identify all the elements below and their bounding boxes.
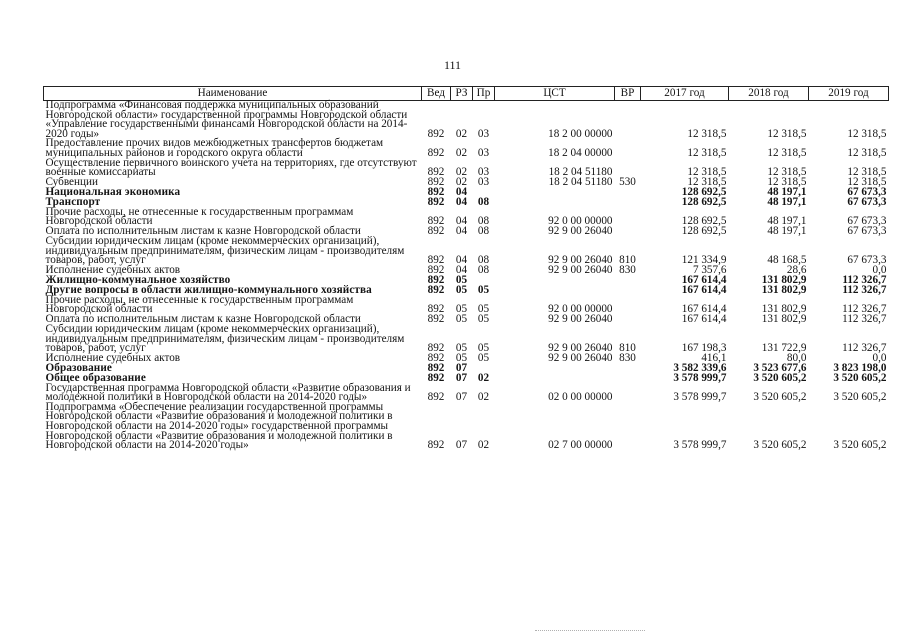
table-row (44, 159, 889, 178)
table-row (44, 139, 889, 158)
cell-ved: 892 (427, 342, 445, 355)
cell-2019: 3 520 605,2 (833, 439, 887, 452)
cell-ved: 892 (427, 439, 445, 452)
cell-cst: 92 0 00 00000 (548, 303, 613, 316)
cell-2017: 167 198,3 (681, 342, 727, 355)
cell-ved: 892 (427, 215, 445, 228)
cell-pr: 05 (477, 303, 490, 316)
cell-rz: 04 (455, 254, 468, 267)
cell-vr (615, 296, 641, 315)
cell-2019: 67 673,3 (847, 254, 887, 267)
column-header-rz: РЗ (451, 87, 473, 101)
cell-cst: 18 2 04 51180 (548, 176, 613, 189)
cell-rz: 05 (455, 284, 468, 297)
cell-2019: 3 520 605,2 (833, 391, 887, 404)
cell-2017: 12 318,5 (687, 176, 727, 189)
cell-2018: 131 802,9 (761, 313, 807, 326)
cell-rz: 05 (455, 352, 468, 365)
cell-2017: 3 578 999,7 (673, 391, 727, 404)
cell-2018: 48 168,5 (767, 254, 807, 267)
cell-pr: 02 (477, 439, 490, 452)
cell-cst: 92 9 00 26040 (548, 352, 613, 365)
cell-pr: 08 (477, 196, 490, 209)
cell-cst: 18 2 04 00000 (548, 146, 613, 159)
cell-name: Жилищно-коммунальное хозяйство (45, 274, 231, 287)
cell-cst (495, 188, 615, 198)
cell-2017: 128 692,5 (681, 186, 727, 199)
cell-2017: 12 318,5 (687, 166, 727, 179)
cell-pr: 02 (477, 391, 490, 404)
cell-ved: 892 (427, 186, 445, 199)
cell-name: Национальная экономика (45, 186, 181, 199)
cell-name: Прочие расходы, не отнесенные к государственным программам Новгородской области (45, 205, 354, 228)
table-row (44, 325, 889, 354)
cell-rz: 02 (455, 146, 468, 159)
cell-vr (615, 188, 641, 198)
cell-vr: 810 (619, 254, 636, 267)
cell-rz: 05 (455, 342, 468, 355)
cell-pr: 05 (477, 352, 490, 365)
cell-pr: 03 (477, 166, 490, 179)
cell-rz: 04 (455, 215, 468, 228)
cell-cst (495, 276, 615, 286)
cell-vr: 830 (619, 264, 636, 277)
cell-cst: 92 9 00 26040 (548, 313, 613, 326)
cell-ved: 892 (427, 313, 445, 326)
cell-cst: 92 0 00 00000 (548, 215, 613, 228)
cell-2019: 67 673,3 (847, 186, 887, 199)
cell-2017: 167 614,4 (681, 284, 727, 297)
cell-2019: 0,0 (872, 352, 887, 365)
cell-2018: 48 197,1 (767, 196, 807, 209)
cell-2019: 67 673,3 (847, 225, 887, 238)
cell-cst (495, 286, 615, 296)
cell-ved: 892 (427, 264, 445, 277)
cell-2019: 3 520 605,2 (833, 372, 887, 385)
cell-pr: 02 (477, 372, 490, 385)
cell-2018: 3 520 605,2 (753, 372, 807, 385)
cell-name: Предоставление прочих видов межбюджетных трансфертов бюджетам муниципальных районов и городского округа области (45, 137, 384, 159)
cell-2017: 128 692,5 (681, 215, 727, 228)
cell-2017: 12 318,5 (687, 127, 727, 140)
cell-2018: 80,0 (786, 352, 807, 365)
cell-cst: 92 9 00 26040 (548, 225, 613, 238)
cell-2019: 67 673,3 (847, 215, 887, 228)
cell-2018: 3 523 677,6 (753, 362, 807, 375)
cell-pr: 03 (477, 127, 490, 140)
cell-2018: 12 318,5 (767, 146, 807, 159)
cell-cst (495, 198, 615, 208)
cell-ved: 892 (427, 284, 445, 297)
cell-name: Осуществление первичного воинского учета на территориях, где отсутствуют военные комиссариаты (45, 156, 417, 179)
cell-cst: 02 7 00 00000 (548, 439, 613, 452)
cell-pr: 03 (477, 146, 490, 159)
cell-name: Исполнение судебных актов (45, 264, 181, 277)
cell-pr: 08 (477, 215, 490, 228)
cell-vr (615, 286, 641, 296)
cell-2019: 0,0 (872, 264, 887, 277)
cell-cst: 92 9 00 26040 (548, 264, 613, 277)
cell-rz: 07 (455, 362, 468, 375)
table-row (44, 296, 889, 315)
cell-cst: 18 2 00 00000 (548, 127, 613, 140)
cell-2019: 12 318,5 (847, 127, 887, 140)
cell-ved: 892 (427, 127, 445, 140)
column-header-vr: ВР (615, 87, 641, 101)
cell-name: Оплата по исполнительным листам к казне Новгородской области (45, 313, 361, 326)
cell-vr (615, 374, 641, 384)
cell-pr: 08 (477, 254, 490, 267)
cell-2019: 3 823 198,0 (833, 362, 887, 375)
cell-name: Образование (45, 362, 112, 375)
cell-vr: 830 (619, 352, 636, 365)
cell-rz: 04 (455, 225, 468, 238)
cell-rz: 04 (455, 264, 468, 277)
cell-pr: 08 (477, 264, 490, 277)
cell-2017: 128 692,5 (681, 196, 727, 209)
cell-2019: 112 326,7 (842, 303, 887, 316)
cell-vr (615, 101, 641, 140)
budget-table (43, 86, 889, 451)
cell-rz: 07 (455, 372, 468, 385)
page-number: 111 (443, 58, 462, 72)
cell-ved: 892 (427, 196, 445, 209)
column-header-ved: Вед (422, 87, 451, 101)
cell-2018: 48 197,1 (767, 225, 807, 238)
cell-pr: 05 (477, 342, 490, 355)
cell-cst: 92 9 00 26040 (548, 254, 613, 267)
table-row (44, 101, 889, 140)
cell-rz: 07 (455, 439, 468, 452)
cell-2018: 12 318,5 (767, 166, 807, 179)
cell-vr (615, 403, 641, 451)
cell-2018: 131 802,9 (761, 303, 807, 316)
cell-2018: 131 802,9 (761, 274, 807, 287)
cell-pr: 05 (477, 313, 490, 326)
cell-cst (495, 374, 615, 384)
cell-2019: 12 318,5 (847, 176, 887, 189)
cell-rz: 02 (455, 127, 468, 140)
cell-name: Прочие расходы, не отнесенные к государственным программам Новгородской области (45, 293, 354, 316)
cell-vr (615, 159, 641, 178)
cell-2019: 112 326,7 (842, 284, 887, 297)
table-row (44, 208, 889, 227)
cell-2019: 12 318,5 (847, 166, 887, 179)
cell-ved: 892 (427, 352, 445, 365)
cell-name: Транспорт (45, 196, 101, 209)
cell-2017: 167 614,4 (681, 313, 727, 326)
column-header-name: Наименование (44, 87, 422, 101)
cell-pr: 08 (477, 225, 490, 238)
cell-2019: 67 673,3 (847, 196, 887, 209)
cell-2019: 12 318,5 (847, 146, 887, 159)
cell-vr (615, 139, 641, 158)
cell-ved: 892 (427, 372, 445, 385)
cell-name: Подпрограмма «Финансовая поддержка муниципальных образований Новгородской области» государственной программы Новгородской области «Управление государственными финансами Новгородской области на 2014-2020 годы» (45, 99, 408, 140)
cell-rz: 05 (455, 274, 468, 287)
cell-name: Субсидии юридическим лицам (кроме некоммерческих организаций), индивидуальным предпринимателям, физическим лицам - производителям товаров, работ, услуг (45, 322, 405, 355)
cell-name: Исполнение судебных актов (45, 352, 181, 365)
cell-name: Другие вопросы в области жилищно-коммунального хозяйства (45, 284, 372, 297)
cell-rz: 02 (455, 166, 468, 179)
cell-ved: 892 (427, 146, 445, 159)
cell-2017: 167 614,4 (681, 303, 727, 316)
cell-rz: 04 (455, 186, 468, 199)
cell-2017: 12 318,5 (687, 146, 727, 159)
cell-pr: 05 (477, 284, 490, 297)
cell-2017: 121 334,9 (681, 254, 727, 267)
cell-2018: 12 318,5 (767, 176, 807, 189)
cell-vr (615, 384, 641, 403)
cell-ved: 892 (427, 166, 445, 179)
cell-2017: 3 578 999,7 (673, 372, 727, 385)
cell-2017: 3 578 999,7 (673, 439, 727, 452)
cell-2018: 28,6 (786, 264, 807, 277)
cell-vr (615, 198, 641, 208)
cell-ved: 892 (427, 303, 445, 316)
cell-name: Подпрограмма «Обеспечение реализации государственной программы Новгородской области «Развитие образования и молодежной политики в Новгородской области на 2014-2020 годы» государственной программы Новгородской области «Развитие образования и молодежной политики в Новгородской области на 2014-2020 годы» (45, 400, 393, 452)
cell-name: Оплата по исполнительным листам к казне Новгородской области (45, 225, 361, 238)
column-header-2018: 2018 год (729, 87, 809, 101)
cell-cst (495, 364, 615, 374)
cell-2019: 112 326,7 (842, 274, 887, 287)
column-header-2017: 2017 год (641, 87, 729, 101)
cell-ved: 892 (427, 176, 445, 189)
table-row (44, 237, 889, 266)
cell-name: Субсидии юридическим лицам (кроме некоммерческих организаций), индивидуальным предпринимателям, физическим лицам - производителям товаров, работ, услуг (45, 234, 405, 267)
cell-rz: 05 (455, 313, 468, 326)
cell-vr: 810 (619, 342, 636, 355)
table-body (44, 101, 889, 451)
cell-2018: 131 802,9 (761, 284, 807, 297)
cell-ved: 892 (427, 225, 445, 238)
cell-vr (615, 208, 641, 227)
cell-2018: 3 520 605,2 (753, 391, 807, 404)
cell-rz: 04 (455, 196, 468, 209)
cell-2017: 3 582 339,6 (673, 362, 727, 375)
column-header-pr: Пр (473, 87, 495, 101)
cell-vr: 530 (619, 176, 636, 189)
cell-rz: 02 (455, 176, 468, 189)
cell-2019: 112 326,7 (842, 342, 887, 355)
cell-2018: 131 722,9 (761, 342, 807, 355)
cell-vr (615, 276, 641, 286)
cell-cst: 02 0 00 00000 (548, 391, 613, 404)
cell-ved: 892 (427, 254, 445, 267)
cell-name: Субвенции (45, 176, 98, 189)
scan-artifact-line (535, 630, 645, 632)
cell-2018: 12 318,5 (767, 127, 807, 140)
cell-2018: 48 197,1 (767, 186, 807, 199)
cell-vr (615, 227, 641, 237)
cell-name: Общее образование (45, 372, 146, 385)
table-row (44, 384, 889, 403)
cell-2017: 167 614,4 (681, 274, 727, 287)
table-row (44, 403, 889, 451)
cell-rz: 07 (455, 391, 468, 404)
cell-vr (615, 315, 641, 325)
cell-vr (615, 364, 641, 374)
cell-2018: 48 197,1 (767, 215, 807, 228)
column-header-cst: ЦСТ (495, 87, 615, 101)
column-header-2019: 2019 год (809, 87, 889, 101)
cell-name: Государственная программа Новгородской области «Развитие образования и молодежной политики в Новгородской области на 2014-2020 годы» (45, 381, 411, 404)
cell-ved: 892 (427, 362, 445, 375)
cell-2019: 112 326,7 (842, 313, 887, 326)
cell-2018: 3 520 605,2 (753, 439, 807, 452)
cell-2017: 7 357,6 (692, 264, 727, 277)
cell-2017: 416,1 (701, 352, 727, 365)
cell-2017: 128 692,5 (681, 225, 727, 238)
cell-ved: 892 (427, 274, 445, 287)
cell-cst: 18 2 04 51180 (548, 166, 613, 179)
cell-pr: 03 (477, 176, 490, 189)
cell-cst: 92 9 00 26040 (548, 342, 613, 355)
cell-ved: 892 (427, 391, 445, 404)
cell-rz: 05 (455, 303, 468, 316)
